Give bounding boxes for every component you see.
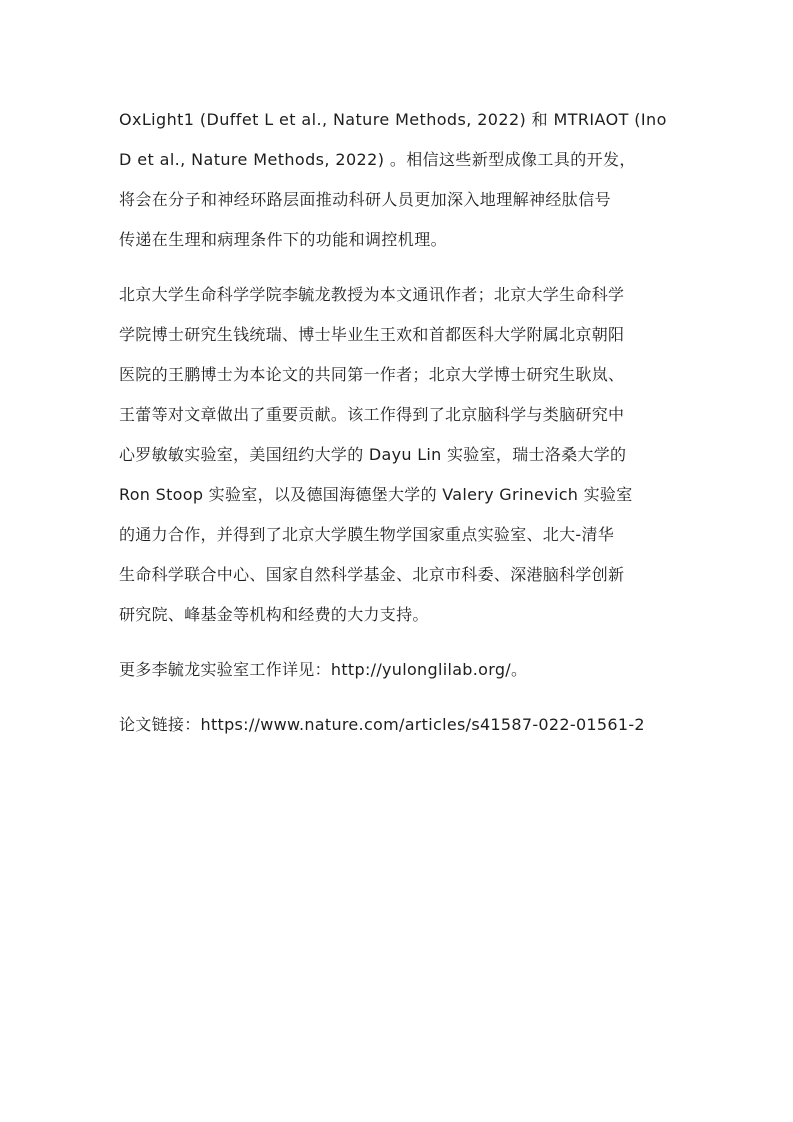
text-line: D et al., Nature Methods, 2022) 。相信这些新型成像工具的开发，: [119, 150, 636, 169]
text-line: 学院博士研究生钱统瑞、博士毕业生王欢和首都医科大学附属北京朝阳: [119, 325, 625, 344]
text-line: 心罗敏敏实验室，美国纽约大学的 Dayu Lin 实验室，瑞士洛桑大学的: [119, 445, 627, 464]
paragraph-paper-link: [119, 705, 679, 745]
text-line: OxLight1 (Duffet L et al., Nature Methods, 2022) 和 MTRIAOT (Ino: [119, 110, 667, 129]
paragraph-imaging-tools: [119, 100, 679, 260]
lab-website-text[interactable]: 更多李毓龙实验室工作详见：http://yulonglilab.org/。: [119, 660, 528, 679]
paper-link-text[interactable]: 论文链接：https://www.nature.com/articles/s41587-022-01561-2: [119, 715, 645, 734]
paragraph-acknowledgements: [119, 275, 679, 635]
document-body: [119, 100, 679, 760]
text-line: Ron Stoop 实验室，以及德国海德堡大学的 Valery Grinevich 实验室: [119, 485, 633, 504]
text-line: 的通力合作，并得到了北京大学膜生物学国家重点实验室、北大-清华: [119, 525, 615, 544]
text-line: 研究院、峰基金等机构和经费的大力支持。: [119, 605, 429, 624]
paragraph-lab-link: [119, 650, 679, 690]
text-line: 将会在分子和神经环路层面推动科研人员更加深入地理解神经肽信号: [119, 190, 612, 209]
text-line: 医院的王鹏博士为本论文的共同第一作者；北京大学博士研究生耿岚、: [119, 365, 625, 384]
text-line: 传递在生理和病理条件下的功能和调控机理。: [119, 230, 448, 249]
text-line: 生命科学联合中心、国家自然科学基金、北京市科委、深港脑科学创新: [119, 565, 625, 584]
text-line: 王蕾等对文章做出了重要贡献。该工作得到了北京脑科学与类脑研究中: [119, 405, 625, 424]
text-line: 北京大学生命科学学院李毓龙教授为本文通讯作者；北京大学生命科学: [119, 285, 625, 304]
